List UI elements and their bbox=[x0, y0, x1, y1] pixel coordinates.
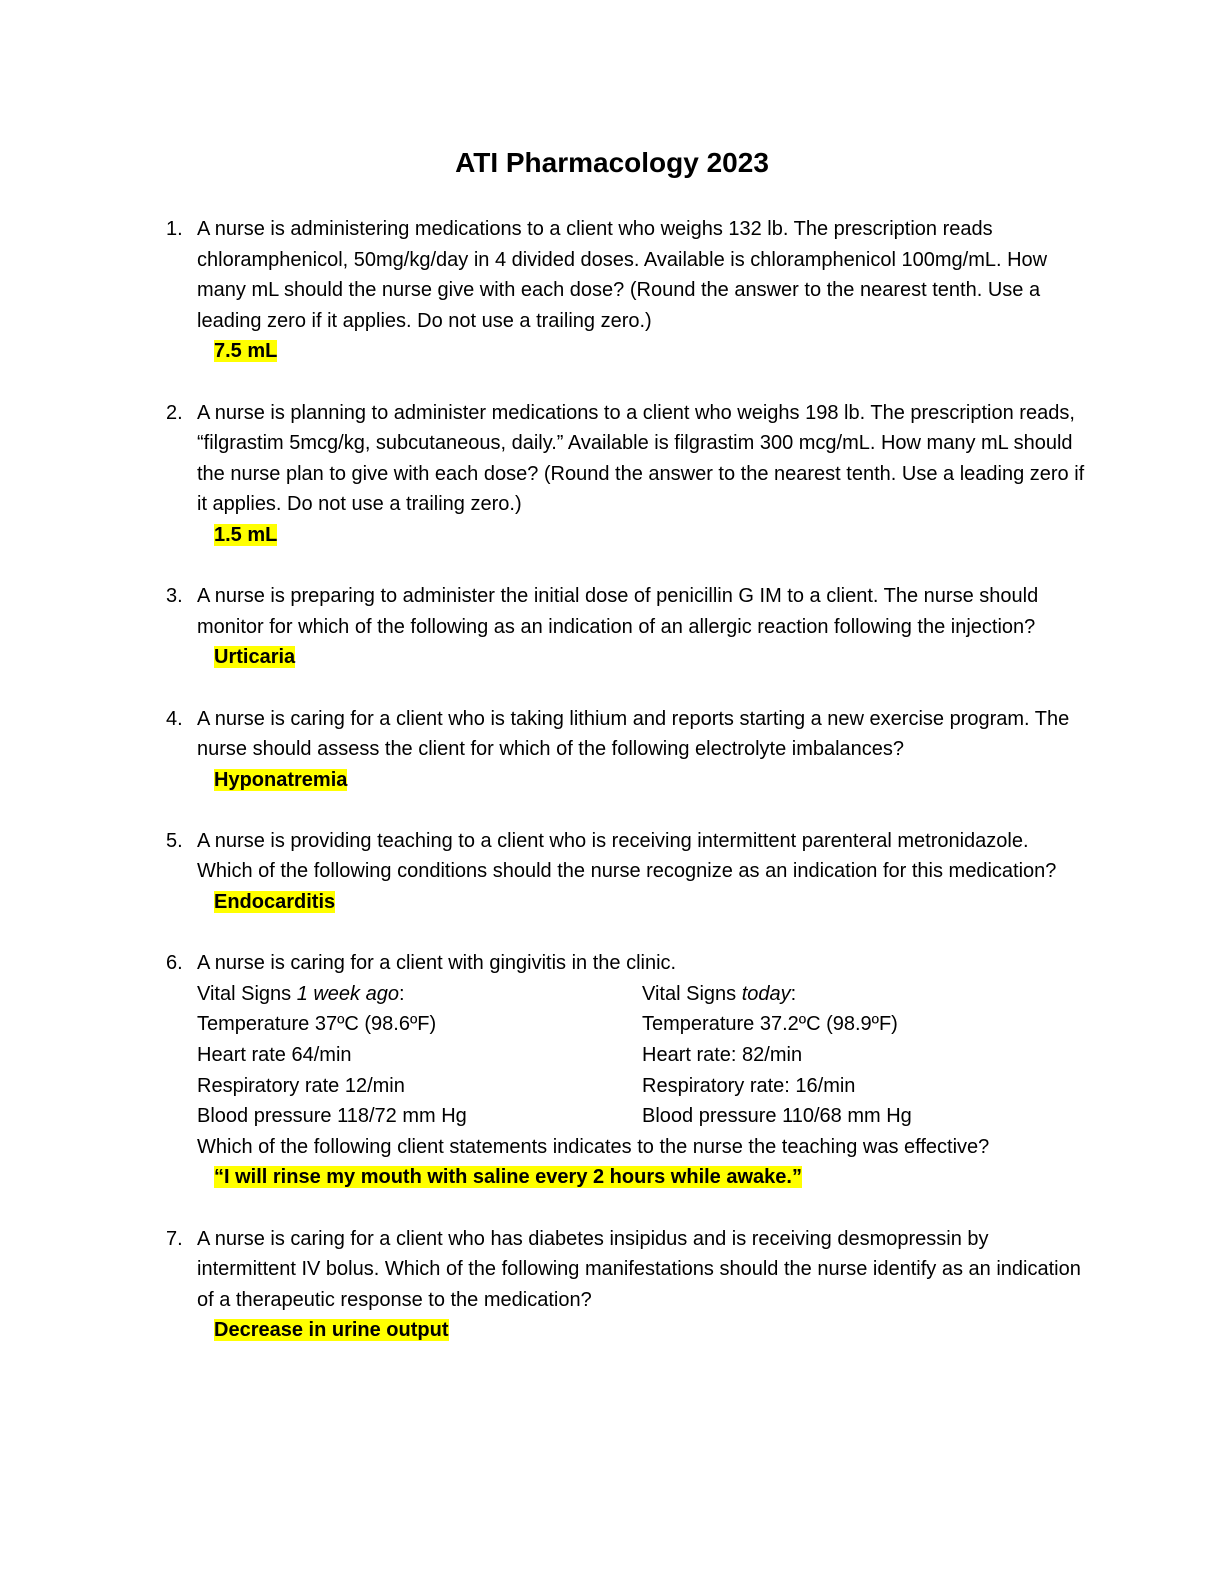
question-text: A nurse is providing teaching to a client who is receiving intermittent parenteral metronidazole. Which of the following conditions should the nurse recognize as an indication for this medication? bbox=[197, 829, 1057, 883]
vital-today: Heart rate: 82/min bbox=[642, 1044, 803, 1067]
question-number: 1. bbox=[166, 218, 183, 240]
answer-highlight: Hyponatremia bbox=[214, 768, 348, 791]
vitals-header-week-ago: Vital Signs 1 week ago: bbox=[197, 982, 405, 1005]
question-number: 3. bbox=[166, 585, 183, 608]
question-list bbox=[166, 214, 1086, 1377]
answer-highlight: 7.5 mL bbox=[214, 340, 278, 363]
vital-today: Temperature 37.2ºC (98.9ºF) bbox=[642, 1013, 898, 1036]
answer-highlight: 1.5 mL bbox=[214, 523, 278, 546]
question-1 bbox=[166, 214, 1086, 367]
vital-week-ago: Heart rate 64/min bbox=[197, 1044, 352, 1067]
document-title: ATI Pharmacology 2023 bbox=[455, 147, 769, 178]
question-text: A nurse is caring for a client who has diabetes insipidus and is receiving desmopressin by intermittent IV bolus. Which of the following manifestations should the nurse identify as an indication of a therapeutic response to the medication? bbox=[197, 1227, 1081, 1311]
question-number: 7. bbox=[166, 1227, 183, 1250]
question-number: 5. bbox=[166, 829, 183, 852]
vital-today: Blood pressure 110/68 mm Hg bbox=[642, 1105, 912, 1128]
question-6 bbox=[166, 948, 1086, 1193]
question-text: A nurse is administering medications to a client who weighs 132 lb. The prescription reads chloramphenicol, 50mg/kg/day in 4 divided doses. Available is chloramphenicol 100mg/mL. How many mL should the nurse give with each dose? (Round the answer to the nearest tenth. Use a leading zero if it applies. Do not use a trailing zero.) bbox=[197, 218, 1048, 332]
question-number: 4. bbox=[166, 707, 183, 730]
question-text: A nurse is planning to administer medications to a client who weighs 198 lb. The prescription reads, “filgrastim 5mcg/kg, subcutaneous, daily.” Available is filgrastim 300 mcg/mL. How many mL should the nurse plan to give with each dose? (Round the answer to the nearest tenth. Use a leading zero if it applies. Do not use a trailing zero.) bbox=[197, 401, 1085, 516]
question-3 bbox=[166, 581, 1086, 673]
question-2 bbox=[166, 398, 1086, 551]
vital-week-ago: Blood pressure 118/72 mm Hg bbox=[197, 1105, 467, 1128]
answer-highlight: Urticaria bbox=[214, 646, 296, 669]
answer-highlight: Decrease in urine output bbox=[214, 1319, 449, 1342]
question-number: 6. bbox=[166, 952, 183, 975]
vital-week-ago: Temperature 37ºC (98.6ºF) bbox=[197, 1013, 437, 1036]
vital-signs-table bbox=[197, 979, 1086, 1132]
answer-highlight: Endocarditis bbox=[214, 891, 336, 914]
vital-today: Respiratory rate: 16/min bbox=[642, 1074, 856, 1097]
question-5 bbox=[166, 826, 1086, 918]
question-followup: Which of the following client statements indicates to the nurse the teaching was effective? bbox=[197, 1135, 990, 1158]
question-number: 2. bbox=[166, 401, 183, 424]
question-text: A nurse is caring for a client with gingivitis in the clinic. bbox=[197, 952, 677, 975]
question-4 bbox=[166, 704, 1086, 796]
question-text: A nurse is caring for a client who is taking lithium and reports starting a new exercise program. The nurse should assess the client for which of the following electrolyte imbalances? bbox=[197, 707, 1070, 761]
question-text: A nurse is preparing to administer the initial dose of penicillin G IM to a client. The nurse should monitor for which of the following as an indication of an allergic reaction following the injection? bbox=[197, 585, 1039, 638]
answer-highlight: “I will rinse my mouth with saline every 2 hours while awake.” bbox=[214, 1166, 802, 1189]
vital-week-ago: Respiratory rate 12/min bbox=[197, 1074, 405, 1097]
question-7 bbox=[166, 1224, 1086, 1346]
vitals-header-today: Vital Signs today: bbox=[642, 982, 797, 1005]
